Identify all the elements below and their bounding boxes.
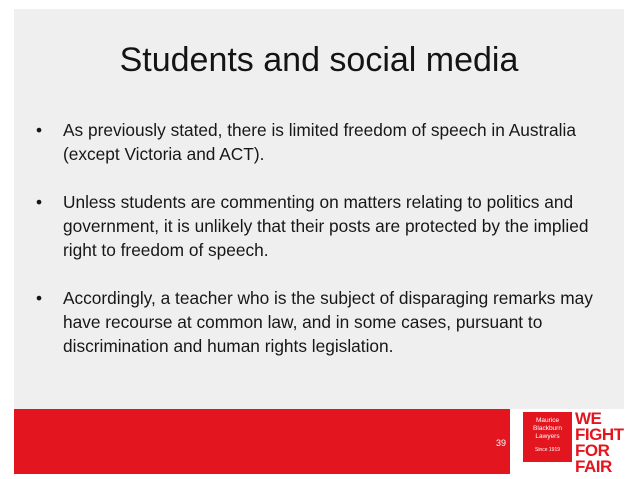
bullet-list	[36, 118, 596, 382]
slogan-line: FIGHT	[575, 425, 624, 444]
logo-line: Maurice	[535, 417, 560, 424]
slogan-line: WE	[575, 409, 602, 428]
bullet-marker: •	[36, 288, 43, 308]
footer-bar	[14, 409, 510, 474]
slide-title: Students and social media	[119, 41, 519, 79]
logo-line: Since 1919	[534, 447, 561, 453]
bullet-item	[36, 118, 596, 166]
logo-line: Lawyers	[535, 433, 560, 440]
slogan-line: FOR	[575, 441, 610, 460]
slide-number: 39	[495, 438, 506, 448]
bullet-text: Accordingly, a teacher who is the subject of disparaging remarks may have recourse at common law, and in some cases, pursuant to discrimination and human rights legislation.	[63, 288, 593, 356]
bullet-item	[36, 190, 596, 262]
maurice-blackburn-logo	[523, 412, 572, 462]
logo-line: Blackburn	[533, 425, 562, 432]
we-fight-for-fair-slogan	[575, 411, 633, 475]
bullet-marker: •	[36, 120, 43, 140]
bullet-marker: •	[36, 192, 43, 212]
bullet-text: As previously stated, there is limited freedom of speech in Australia (except Victoria and ACT).	[63, 120, 576, 164]
slogan-line: FAIR	[575, 457, 612, 476]
bullet-item	[36, 286, 596, 358]
bullet-text: Unless students are commenting on matters relating to politics and government, it is unlikely that their posts are protected by the implied right to freedom of speech.	[63, 192, 589, 260]
